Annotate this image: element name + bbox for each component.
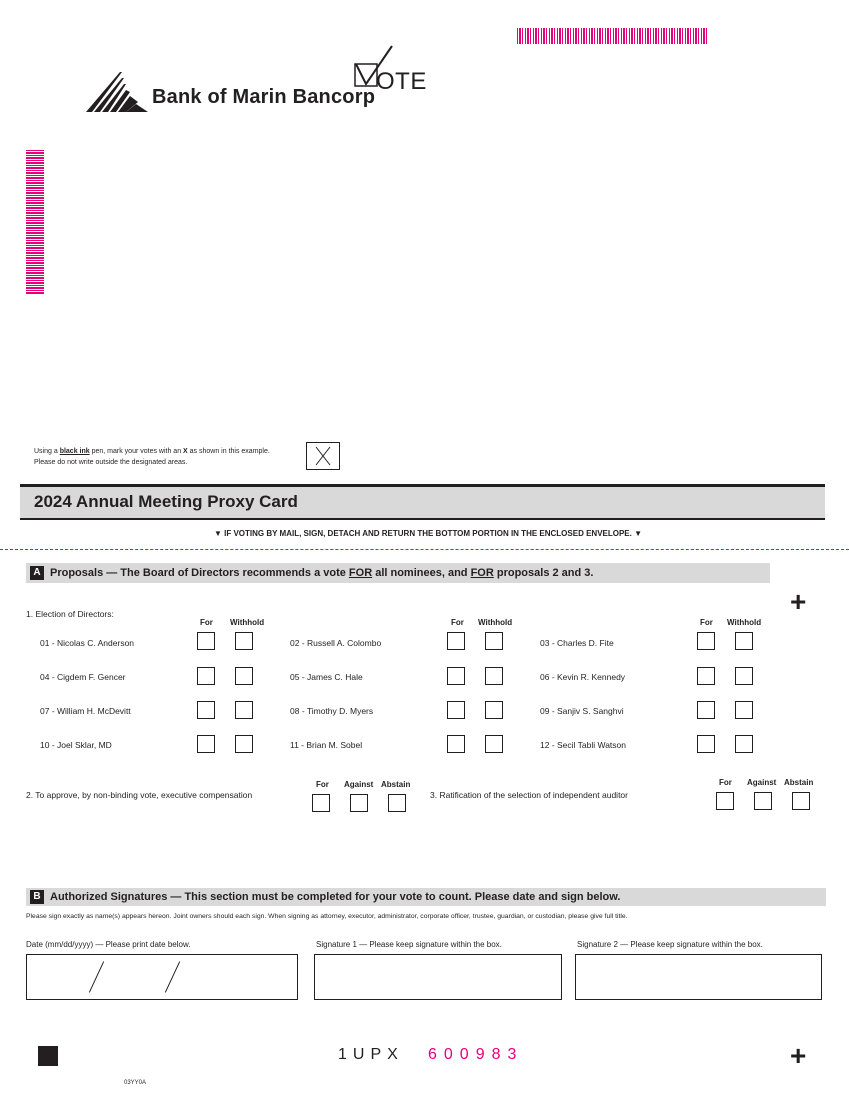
vote-label: OTE xyxy=(376,68,427,95)
section-b-letter: B xyxy=(30,890,44,904)
nominee-label: 01 - Nicolas C. Anderson xyxy=(40,638,135,648)
col-withhold: Withhold xyxy=(478,618,513,627)
checkbox-for[interactable] xyxy=(447,701,465,719)
nominee-label: 05 - James C. Hale xyxy=(290,672,363,682)
col-for: For xyxy=(316,780,329,789)
checkbox-withhold[interactable] xyxy=(485,667,503,685)
mail-instruction: ▼ IF VOTING BY MAIL, SIGN, DETACH AND RETURN THE BOTTOM PORTION IN THE ENCLOSED ENVELOPE. ▼ xyxy=(214,529,643,538)
checkbox-withhold[interactable] xyxy=(235,632,253,650)
section-a-letter: A xyxy=(30,566,44,580)
instr-line2: Please do not write outside the designated areas. xyxy=(34,459,188,466)
date-label: Date (mm/dd/yyyy) — Please print date below. xyxy=(26,940,191,949)
mountain-logo-icon xyxy=(86,70,150,114)
plus-registration-mark: + xyxy=(790,586,807,617)
instr-text: Using a xyxy=(34,448,60,455)
checkbox-abstain[interactable] xyxy=(792,792,810,810)
checkbox-for[interactable] xyxy=(312,794,330,812)
col-for: For xyxy=(700,618,713,627)
checkbox-for[interactable] xyxy=(447,667,465,685)
checkbox-for[interactable] xyxy=(697,701,715,719)
proposal-3-label: 3. Ratification of the selection of independent auditor xyxy=(430,790,628,800)
signature-1-label: Signature 1 — Please keep signature within the box. xyxy=(316,940,502,949)
instr-text-mid: pen, mark your votes with an xyxy=(89,448,184,455)
col-against: Against xyxy=(344,780,374,789)
signature-instructions: Please sign exactly as name(s) appears hereon. Joint owners should each sign. When signing as attorney, executor, administrator, corporate officer, trustee, guardian, or custodian, please give full title. xyxy=(26,913,628,920)
checkbox-withhold[interactable] xyxy=(485,632,503,650)
signature-2-label: Signature 2 — Please keep signature within the box. xyxy=(577,940,763,949)
section-a-title xyxy=(50,567,593,579)
col-abstain: Abstain xyxy=(784,778,814,787)
checkbox-for[interactable] xyxy=(447,735,465,753)
nominee-label: 08 - Timothy D. Myers xyxy=(290,706,374,716)
footer-code: 1UPX xyxy=(338,1046,404,1063)
checkbox-for[interactable] xyxy=(197,701,215,719)
nominee-label: 11 - Brian M. Sobel xyxy=(290,740,363,750)
checkbox-for[interactable] xyxy=(197,632,215,650)
checkbox-withhold[interactable] xyxy=(735,735,753,753)
signature-1-box[interactable] xyxy=(314,954,562,1000)
section-b-title: Authorized Signatures — This section must be completed for your vote to count. Please date and sign below. xyxy=(50,891,621,903)
card-title: 2024 Annual Meeting Proxy Card xyxy=(34,492,298,511)
checkbox-for[interactable] xyxy=(697,632,715,650)
signature-2-box[interactable] xyxy=(575,954,822,1000)
checkbox-for[interactable] xyxy=(197,667,215,685)
checkbox-for[interactable] xyxy=(197,735,215,753)
checkbox-against[interactable] xyxy=(754,792,772,810)
checkbox-withhold[interactable] xyxy=(235,735,253,753)
checkbox-withhold[interactable] xyxy=(735,701,753,719)
col-abstain: Abstain xyxy=(381,780,411,789)
top-barcode xyxy=(517,28,707,44)
col-for: For xyxy=(719,778,732,787)
footer-number: 600983 xyxy=(428,1046,524,1063)
checkbox-for[interactable] xyxy=(716,792,734,810)
election-label: 1. Election of Directors: xyxy=(26,609,114,619)
nominee-label: 07 - William H. McDevitt xyxy=(40,706,131,716)
checkbox-withhold[interactable] xyxy=(485,701,503,719)
checkbox-withhold[interactable] xyxy=(735,632,753,650)
plus-registration-mark: + xyxy=(790,1040,807,1071)
checkbox-withhold[interactable] xyxy=(235,701,253,719)
checkbox-withhold[interactable] xyxy=(735,667,753,685)
col-for: For xyxy=(451,618,464,627)
sec-a-for2: FOR xyxy=(470,567,494,579)
col-for: For xyxy=(200,618,213,627)
col-against: Against xyxy=(747,778,777,787)
nominee-label: 10 - Joel Sklar, MD xyxy=(40,740,112,750)
nominee-label: 04 - Cigdem F. Gencer xyxy=(40,672,126,682)
x-mark-icon xyxy=(307,443,339,469)
company-name: Bank of Marin Bancorp xyxy=(152,86,376,108)
sec-a-for1: FOR xyxy=(348,567,373,579)
proposal-2-label: 2. To approve, by non-binding vote, executive compensation xyxy=(26,790,253,800)
nominee-label: 06 - Kevin R. Kennedy xyxy=(540,672,626,682)
nominee-label: 03 - Charles D. Fite xyxy=(540,638,614,648)
instr-ink: black ink xyxy=(59,448,90,455)
instr-text-post: as shown in this example. xyxy=(187,448,270,455)
checkbox-abstain[interactable] xyxy=(388,794,406,812)
nominee-label: 02 - Russell A. Colombo xyxy=(290,638,382,648)
detach-line xyxy=(0,549,849,550)
date-box[interactable] xyxy=(26,954,298,1000)
col-withhold: Withhold xyxy=(230,618,265,627)
checkbox-withhold[interactable] xyxy=(485,735,503,753)
checkbox-for[interactable] xyxy=(447,632,465,650)
form-code: 03YY0A xyxy=(124,1080,147,1086)
checkbox-for[interactable] xyxy=(697,735,715,753)
instr-x: X xyxy=(183,448,188,455)
sec-a-t3: proposals 2 and 3. xyxy=(493,567,594,579)
nominee-label: 09 - Sanjiv S. Sanghvi xyxy=(540,706,624,716)
checkbox-for[interactable] xyxy=(697,667,715,685)
registration-square xyxy=(38,1046,58,1066)
sec-a-t2: all nominees, and xyxy=(372,567,471,579)
ink-instructions xyxy=(34,446,270,468)
example-x-box xyxy=(306,442,340,470)
checkbox-against[interactable] xyxy=(350,794,368,812)
side-barcode xyxy=(26,150,44,295)
sec-a-t1: Proposals — The Board of Directors recommends a vote xyxy=(50,567,349,579)
checkbox-withhold[interactable] xyxy=(235,667,253,685)
col-withhold: Withhold xyxy=(727,618,762,627)
nominee-label: 12 - Secil Tabli Watson xyxy=(540,740,626,750)
